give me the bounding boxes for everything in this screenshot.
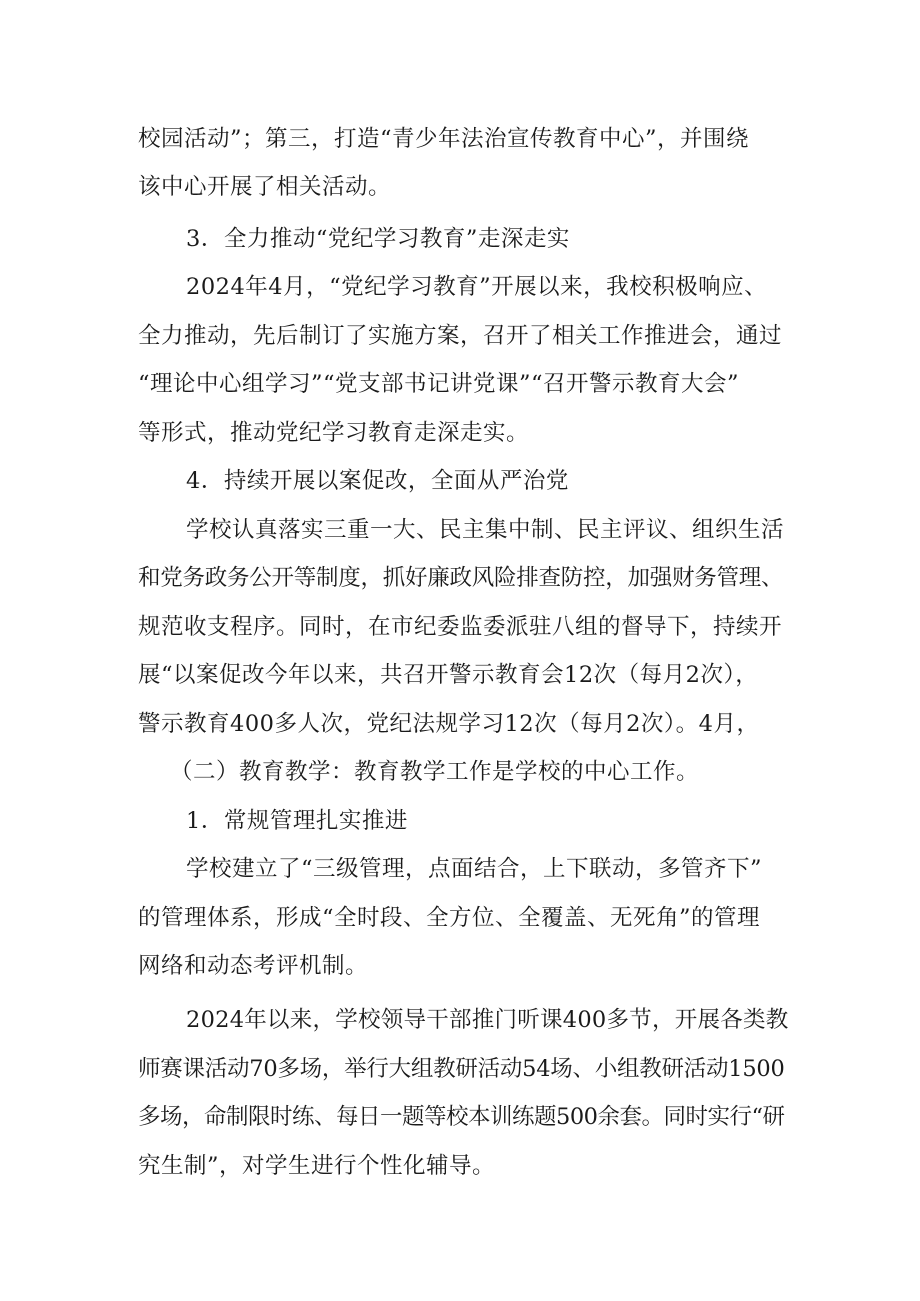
paragraph-line-13: 警示教育400多人次，党纪法规学习12次（每月2次）。4月， bbox=[138, 711, 760, 737]
paragraph-line-11: 规范收支程序。同时，在市纪委监委派驻八组的督导下，持续开 bbox=[138, 614, 783, 640]
paragraph-line-18: 网络和动态考评机制。 bbox=[138, 953, 369, 979]
paragraph-line-1: 校园活动”；第三，打造“青少年法治宣传教育中心”，并围绕 bbox=[138, 126, 750, 152]
paragraph-line-17: 的管理体系，形成“全时段、全方位、全覆盖、无死角”的管理 bbox=[138, 905, 761, 931]
section-heading-education: （二）教育教学：教育教学工作是学校的中心工作。 bbox=[170, 759, 700, 785]
paragraph-line-22: 究生制”，对学生进行个性化辅导。 bbox=[138, 1153, 496, 1179]
paragraph-line-7: 等形式，推动党纪学习教育走深走实。 bbox=[138, 420, 530, 446]
paragraph-line-4: 2024年4月，“党纪学习教育”开展以来，我校积极响应、 bbox=[186, 274, 768, 300]
paragraph-line-5: 全力推动，先后制订了实施方案，召开了相关工作推进会，通过 bbox=[138, 323, 783, 349]
paragraph-line-21: 多场，命制限时练、每日一题等校本训练题500余套。同时实行“研 bbox=[138, 1104, 785, 1130]
paragraph-line-6: “理论中心组学习”“党支部书记讲党课”“召开警示教育大会” bbox=[138, 371, 740, 397]
subsection-heading-1: 1．常规管理扎实推进 bbox=[186, 808, 408, 834]
paragraph-line-9: 学校认真落实三重一大、民主集中制、民主评议、组织生活 bbox=[186, 517, 785, 543]
paragraph-line-19: 2024年以来，学校领导干部推门听课400多节，开展各类教 bbox=[186, 1007, 789, 1033]
section-heading-3: 3．全力推动“党纪学习教育”走深走实 bbox=[186, 226, 570, 252]
section-heading-4: 4．持续开展以案促改，全面从严治党 bbox=[186, 468, 569, 494]
paragraph-line-12: 展“以案促改今年以来，共召开警示教育会12次（每月2次）， bbox=[138, 662, 759, 688]
paragraph-line-2: 该中心开展了相关活动。 bbox=[138, 174, 392, 200]
paragraph-line-20: 师赛课活动70多场，举行大组教研活动54场、小组教研活动1500 bbox=[138, 1056, 785, 1082]
paragraph-line-16: 学校建立了“三级管理，点面结合，上下联动，多管齐下” bbox=[186, 856, 763, 882]
paragraph-line-10: 和党务政务公开等制度，抓好廉政风险排查防控，加强财务管理、 bbox=[138, 565, 784, 591]
